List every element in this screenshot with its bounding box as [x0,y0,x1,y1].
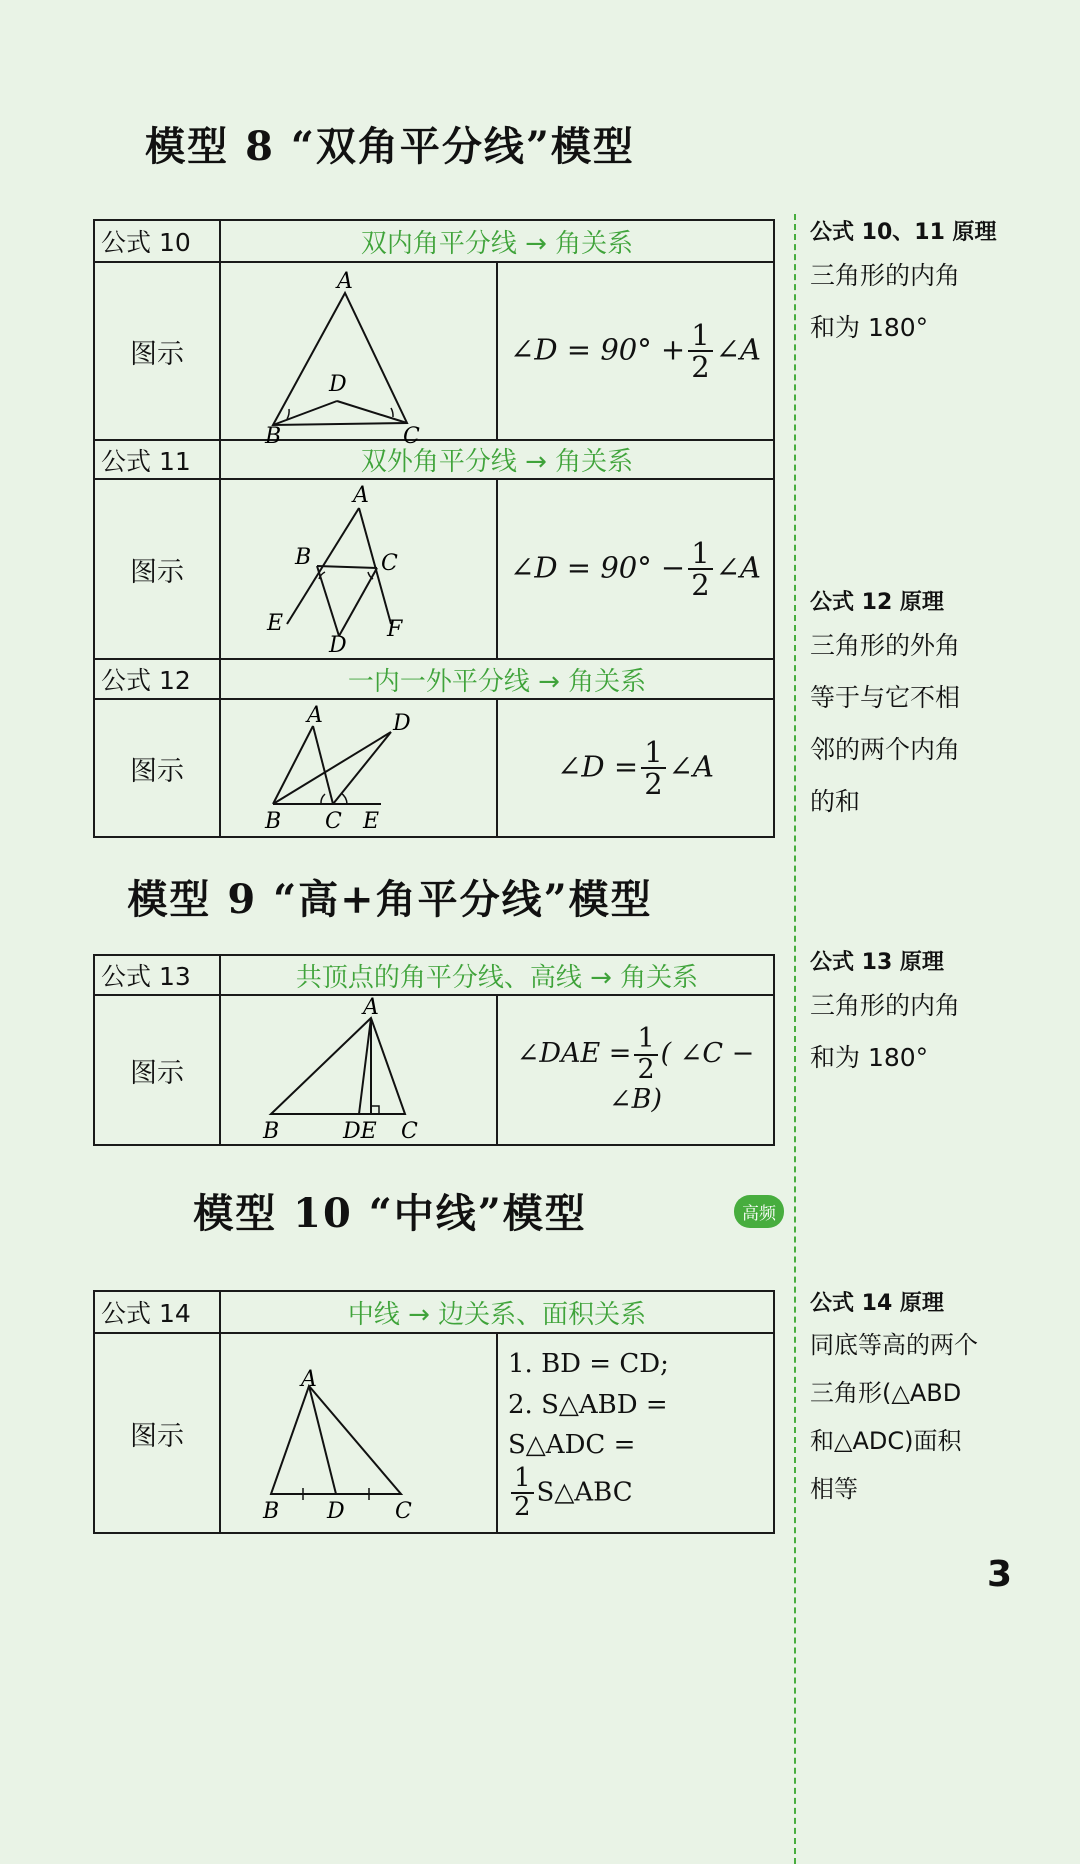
fraction-1-2: $\frac{1}{2}$ [688,320,712,383]
page-number: 3 [986,1554,1012,1595]
point-DE: DE [343,1119,377,1144]
formula-13-label: 公式 13 [94,955,220,995]
formula-14-line-1: 1. BD = CD; [508,1349,669,1380]
point-E: E [267,611,284,636]
point-D: D [327,1499,345,1524]
formula-10-lhs: ∠D = 90° + [510,332,686,366]
formula-11-tail: ∠A [715,550,761,584]
formula-10-label: 公式 10 [94,220,220,262]
point-B: B [265,424,282,449]
fraction-1-2: $\frac{1}{2}$ [511,1465,534,1522]
side-note-14: 公式 14 原理 同底等高的两个 三角形(△ABD 和△ADC)面积 相等 [810,1287,1025,1513]
model-10-heading: 模型 10 “中线”模型 [193,1190,587,1237]
formula-11-result [497,479,774,659]
side-note-title: 公式 12 原理 [810,590,944,615]
side-note-13: 公式 13 原理 三角形的内角 和为 180° [810,946,1025,1084]
formula-12-tail: ∠A [668,749,714,783]
point-D: D [393,711,411,736]
formula-12-figure-label: 图示 [94,699,220,837]
formula-13-relation: 共顶点的角平分线、高线 → 角关系 [220,955,774,995]
formula-11-lhs: ∠D = 90° − [510,550,686,584]
formula-12-result [497,699,774,837]
point-C: C [325,809,342,834]
formula-10-figure-label: 图示 [94,262,220,440]
point-A: A [363,995,379,1020]
point-D: D [329,633,347,658]
point-A: A [301,1367,317,1392]
high-frequency-badge: 高频 [734,1195,784,1228]
point-B: B [295,545,312,570]
formula-10-relation: 双内角平分线 → 角关系 [220,220,774,262]
point-E: E [363,809,380,834]
formula-13-tail: ( ∠C − ∠B) [609,1038,755,1115]
fraction-1-2: $\frac{1}{2}$ [634,1025,657,1084]
side-note-10-11: 公式 10、11 原理 三角形的内角 和为 180° [810,216,1025,354]
point-C: C [401,1119,418,1144]
point-A: A [337,269,353,294]
formula-10-diagram [220,262,497,449]
formula-11-figure-label: 图示 [94,479,220,659]
formula-table-model-9 [93,954,775,1146]
formula-12-relation: 一内一外平分线 → 角关系 [220,659,774,699]
point-F: F [387,617,403,642]
formula-13-result [497,995,774,1145]
point-B: B [263,1119,280,1144]
formula-14-line-2: 2. S△ABD = S△ADC = [508,1389,668,1460]
model-8-heading: 模型 8 “双角平分线”模型 [145,123,635,170]
formula-11-diagram [220,479,497,659]
fraction-1-2: $\frac{1}{2}$ [688,538,712,601]
formula-10-tail: ∠A [715,332,761,366]
formula-11-relation: 双外角平分线 → 角关系 [220,440,774,479]
formula-12-lhs: ∠D = [557,749,639,783]
fraction-1-2: $\frac{1}{2}$ [641,737,665,800]
point-A: A [353,483,369,508]
point-A: A [307,703,323,728]
formula-12-label: 公式 12 [94,659,220,699]
formula-13-figure-label: 图示 [94,995,220,1145]
formula-10-result [497,262,774,440]
point-C: C [381,551,398,576]
point-B: B [263,1499,280,1524]
point-B: B [265,809,282,834]
point-C: C [403,424,420,449]
formula-13-lhs: ∠DAE = [516,1038,632,1069]
model-9-heading: 模型 9 “高+角平分线”模型 [127,876,653,923]
side-note-title: 公式 10、11 原理 [810,220,997,245]
formula-14-relation: 中线 → 边关系、面积关系 [220,1291,774,1333]
formula-14-label: 公式 14 [94,1291,220,1333]
point-D: D [329,372,347,397]
side-note-title: 公式 14 原理 [810,1291,944,1316]
point-C: C [395,1499,412,1524]
side-divider [794,214,796,1864]
formula-14-tail: S△ABC [536,1477,633,1508]
formula-14-figure-label: 图示 [94,1333,220,1533]
formula-14-diagram [220,1333,497,1533]
formula-12-diagram [220,699,497,837]
formula-14-result [497,1333,774,1533]
side-note-12: 公式 12 原理 三角形的外角 等于与它不相 邻的两个内角 的和 [810,586,1025,828]
formula-11-label: 公式 11 [94,440,220,479]
side-note-title: 公式 13 原理 [810,950,944,975]
formula-table-model-10 [93,1290,775,1534]
formula-13-diagram [220,995,497,1145]
formula-table-model-8 [93,219,775,838]
